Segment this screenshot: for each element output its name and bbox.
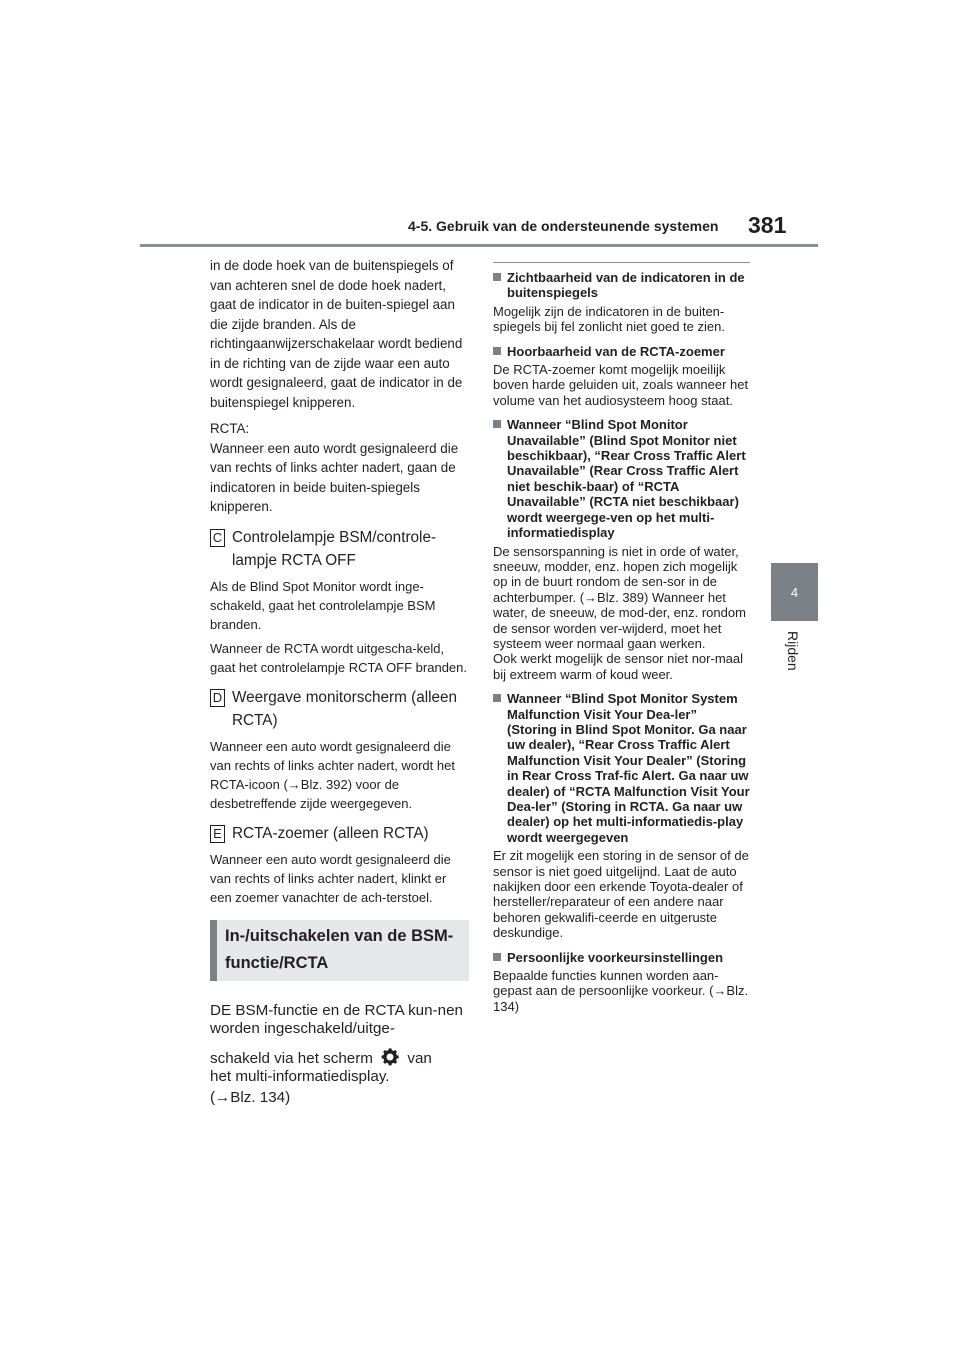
block-body: De RCTA-zoemer komt mogelijk moeilijk boven harde geluiden uit, zoals wanneer het volume van het audiosysteem hoog staat. [493, 362, 749, 408]
section-text-2b: van [407, 1049, 432, 1067]
item-e-body: Wanneer een auto wordt gesignaleerd die van rechts of links achter nadert, klinkt er een zoemer vanachter de ach-terstoel. [210, 851, 451, 905]
block-heading-text: Hoorbaarheid van de RCTA-zoemer [507, 343, 725, 359]
square-bullet-icon [493, 420, 501, 428]
item-c-title: Controlelampje BSM/controle-lampje RCTA OFF [232, 528, 437, 569]
left-column [210, 256, 468, 1107]
block-body: Er zit mogelijk een storing in de sensor of de sensor is niet goed uitgelijnd. Laat de auto nakijken door een erkende Toyota-dealer of hersteller/reparateur of een andere naar behoren gekwalifi-ceerde en uitgeruste deskundige. [493, 848, 749, 941]
block-heading-text: Wanneer “Blind Spot Monitor System Malfunction Visit Your Dea-ler” (Storing in Blind Spot Monitor. Ga naar uw dealer), “Rear Cross Traffic Alert Malfunction Visit Your Dealer” (Storing in Rear Cross Traf-fic Alert. Ga naar uw dealer) of “RCTA Malfunction Visit Your Dea-ler” (Storing in RCTA. Ga naar uw dealer) op het multi-informatiedis-play wordt weergegeven [507, 691, 750, 845]
block-heading-malfunction [493, 691, 750, 845]
item-c [210, 526, 468, 572]
block-heading-text: Persoonlijke voorkeursinstellingen [507, 949, 724, 965]
square-bullet-icon [493, 694, 501, 702]
marker-e: E [210, 825, 225, 843]
section-text-1: DE BSM-functie en de RCTA kun-nen worden ingeschakeld/uitge- [210, 1001, 463, 1037]
section-heading-box [210, 920, 469, 981]
block-heading-visibility [493, 270, 750, 301]
block-body: De sensorspanning is niet in orde of water, sneeuw, modder, enz. hopen zich mogelijk op in de buurt rondom de sen-sor in de achterbumper. (→Blz. 389) Wanneer het water, de sneeuw, de mod-der, enz. rondom de sensor worden ver-wijderd, moet het systeem weer normaal gaan werken. [493, 543, 746, 651]
block-heading-text: Wanneer “Blind Spot Monitor Unavailable” (Blind Spot Monitor niet beschikbaar), “Rear Cross Traffic Alert Unavailable” (Rear Cross Traffic Alert niet beschik-baar) of “RCTA Unavailable” (RCTA niet beschikbaar) wordt weergege-ven op het multi-informatiedisplay [507, 417, 746, 541]
block-heading-text: Zichtbaarheid van de indicatoren in de buitenspiegels [507, 270, 745, 301]
section-heading: In-/uitschakelen van de BSM-functie/RCTA [225, 926, 454, 972]
block-heading-unavailable [493, 417, 750, 540]
block-heading-personal [493, 950, 750, 965]
chapter-tab: 4 [771, 563, 818, 621]
item-d-body: Wanneer een auto wordt gesignaleerd die van rechts of links achter nadert, wordt het RCTA-icoon (→Blz. 392) voor de desbetreffende zijde weergegeven. [210, 738, 455, 811]
gear-icon [379, 1046, 401, 1068]
block-body: Bepaalde functies kunnen worden aan-gepast aan de persoonlijke voorkeur. (→Blz. 134) [493, 968, 749, 1014]
square-bullet-icon [493, 347, 501, 355]
rcta-paragraph: Wanneer een auto wordt gesignaleerd die van rechts of links achter nadert, gaan de indicatoren in beide buiten-spiegels knipperen. [210, 440, 459, 514]
block-heading-audibility [493, 344, 750, 359]
section-title: 4-5. Gebruik van de ondersteunende systemen [408, 218, 719, 234]
block-body: Mogelijk zijn de indicatoren in de buiten-spiegels bij fel zonlicht niet goed te zien. [493, 303, 725, 335]
section-text-4: (→Blz. 134) [210, 1088, 291, 1106]
marker-d: D [210, 689, 225, 707]
item-c-body-2: Wanneer de RCTA wordt uitgescha-keld, gaat het controlelampje RCTA OFF branden. [210, 640, 467, 675]
block-body-2: Ook werkt mogelijk de sensor niet nor-maal bij extreem warm of koud weer. [493, 651, 743, 682]
square-bullet-icon [493, 273, 501, 281]
item-c-body-1: Als de Blind Spot Monitor wordt inge-schakeld, gaat het controlelampje BSM branden. [210, 578, 436, 632]
section-text-2a: schakeld via het scherm [210, 1049, 373, 1067]
chapter-label: Rijden [785, 631, 801, 671]
square-bullet-icon [493, 953, 501, 961]
page-number: 381 [748, 212, 787, 238]
intro-paragraph: in de dode hoek van de buitenspiegels of van achteren snel de dode hoek nadert, gaat de indicator in de buiten-spiegel aan die zijde branden. Als de richtingaanwijzerschakelaar wordt bediend in de richting van de zijde waar een auto wordt gesignaleerd, gaat de indicator in de buitenspiegel knipperen. [210, 258, 463, 410]
item-e-title: RCTA-zoemer (alleen RCTA) [232, 824, 429, 842]
marker-c: C [210, 529, 225, 547]
item-d [210, 686, 468, 732]
section-text-3: het multi-informatiedisplay. [210, 1067, 390, 1085]
header-divider [140, 244, 818, 247]
section-text-2 [210, 1050, 468, 1068]
item-d-title: Weergave monitorscherm (alleen RCTA) [232, 688, 458, 729]
item-e [210, 822, 468, 845]
rcta-label: RCTA: [210, 421, 250, 436]
right-column [493, 262, 750, 1014]
